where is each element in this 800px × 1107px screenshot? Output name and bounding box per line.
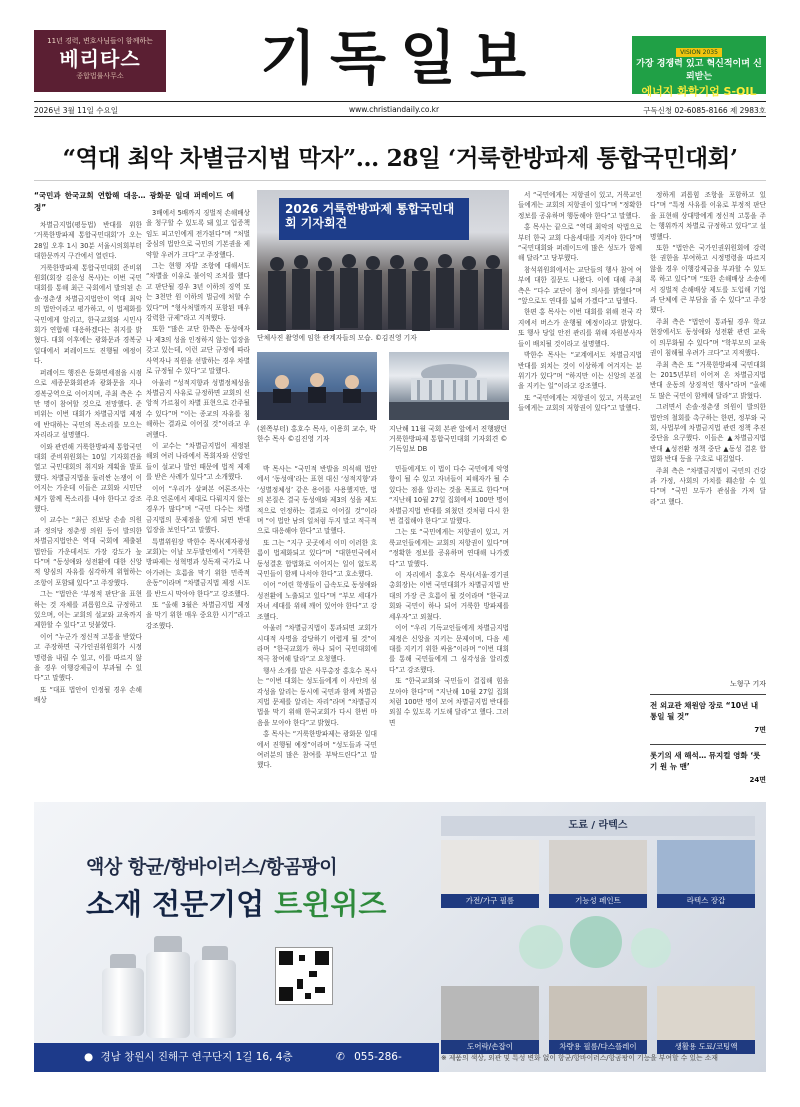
article-paragraph: 민들에게도 이 법이 다수 국민에게 악영향이 될 수 있고 자녀들이 피해자가 될 수 있다는 점을 알리는 것을 목표로 한다”며 “지난해 10월 27일 집회에서 100만 명이 차별금지법 반대를 외쳤던 것처럼 다시 한 번 결집해야 한다”고 말했다. bbox=[389, 465, 509, 526]
article-column-4 bbox=[389, 464, 509, 788]
map-pin-icon: ● bbox=[84, 1051, 94, 1063]
ad-address: 경남 창원시 진해구 연구단지 1길 16, 4층 bbox=[100, 1051, 293, 1063]
ad-soil-tagline: 가장 경쟁력 있고 혁신적이며 신뢰받는 bbox=[636, 59, 762, 82]
headline-rule bbox=[34, 180, 766, 181]
article-paragraph: 행사 소개를 맡은 사무총장 홍호수 목사는 “이번 대회는 성도들에게 이 사안의 심각성을 알리는 동시에 국민과 함께 차별금지법 문제를 알리는 자리”라며 “차별금지법을 막기 위해 한국교회가 다시 한번 마음을 모아야 한다”고 밝혔다. bbox=[257, 666, 377, 727]
article-paragraph: 차별금지법(평등법) 반대를 위한 ‘거룩한방파제 통합국민대회’가 오는 28일 오후 1시 30분 서울시의회부터 대한문까지 구간에서 열린다. bbox=[34, 221, 142, 261]
speakers-figures bbox=[257, 352, 377, 420]
droplet-decoration bbox=[501, 912, 691, 982]
article-paragraph: 또한 “법안은 국가인권위원회에 강력한 권한을 부여하고 시정명령을 따르지 않을 경우 이행강제금을 부과할 수 있도록 하고 있다”며 “또한 손해배상 소송에서 징벌적 손해배상 제도를 도입해 기업과 단체에 큰 부담을 줄 수 있다”고 주장했다. bbox=[650, 244, 766, 315]
application-grid bbox=[441, 816, 755, 1066]
article-paragraph: 또 “올해 3월은 차별금지법 제정을 막기 위한 매우 중요한 시기”라고 강조했다. bbox=[146, 601, 250, 630]
group-photo[interactable] bbox=[257, 190, 509, 330]
article-paragraph: 또한 “많은 교단 한쪽은 동성애자나 제3의 성을 인정하지 않는 입장을 갖고 있는데, 이런 교단 규정에 따라 사역자나 직원을 선발하는 경우 차별로 규정될 수 있다”고 말했다. bbox=[146, 325, 250, 376]
article-paragraph: 이어 “우리가 살펴본 여론조사는 주요 언론에서 제대로 다뤄지지 않는 경우가 많다”며 “국민 다수는 차별금지법의 문제점을 알게 되면 반대 입장을 보인다”고 말했다. bbox=[146, 484, 250, 535]
bottle-image bbox=[194, 960, 236, 1038]
qr-code[interactable] bbox=[276, 948, 332, 1004]
article-paragraph: 특별위원장 박한수 목사(제자광성교회)는 이날 모두발언에서 “거룩한방파제는 성혁명과 성독재 국가로 나아가려는 흐름을 막기 위한 민족적 운동”이라며 “차별금지법 제정 시도를 반드시 막아야 한다”고 강조했다. bbox=[146, 537, 250, 598]
grid-item-label: 도어락/손잡이 bbox=[441, 1040, 539, 1054]
issue-date: 2026년 3월 11일 수요일 bbox=[34, 106, 119, 115]
article-paragraph: 참석위원회에서는 교단들의 행사 참여 여부에 대한 질문도 나왔다. 이에 대해 주최 측은 “다수 교단이 참여 의사를 밝혔다”며 “앞으로도 연대를 넓혀 가겠다”고 답했다. bbox=[518, 265, 642, 306]
photo2-caption: (왼쪽부터) 홍호수 목사, 이용희 교수, 박한수 목사 ©김진영 기자 bbox=[257, 425, 376, 443]
grid-item-label: 생활용 도료/코팅액 bbox=[657, 1040, 755, 1054]
article-paragraph: 또 그는 “지구 곳곳에서 이미 이러한 흐름이 법제화되고 있다”며 “대한민국에서 동성결혼 합법화로 이어지는 일이 없도록 국민들이 함께 나서야 한다”고 호소했다. bbox=[257, 538, 377, 579]
photo1-caption: 단체사진 촬영에 임한 관계자들의 모습. ©김진영 기자 bbox=[257, 334, 417, 342]
ad-soil[interactable] bbox=[632, 36, 766, 98]
bottle-cap bbox=[202, 946, 228, 960]
grid-item bbox=[441, 986, 539, 1054]
article-paragraph: 그러면서 손솔·정춘생 의원이 발의한 법안의 철회를 촉구하는 한편, 정부와 국회, 사법부에 차별금지법 관련 정책 추진 중단을 요구했다. 이들은 ▲차별금지법 반대 ▲성전환 정책 중단 ▲동성 결혼 합법화 반대 등을 구호로 내걸었다. bbox=[650, 403, 766, 464]
ad-veritas[interactable] bbox=[34, 30, 166, 92]
article-paragraph: 또 “국민에게는 저항권이 있고, 거룩교인들에게는 교회의 저항권이 있다”고 말했다. bbox=[518, 393, 642, 413]
article-paragraph: 이 교수는 “최근 진보당 손솔 의원과 정의당 정춘생 의원 등이 발의한 차별금지법안은 역대 국회에 제출된 법안들 가운데서도 가장 강도가 높다”며 “동성애와 성전환에 대한 신앙적 양심의 자유를 심각하게 위협하는 조항이 포함돼 있다”고 주장했다. bbox=[34, 516, 142, 587]
ad-soil-name: 에너지 화학기업 S-OIL bbox=[641, 85, 757, 98]
banner-text: 2026 거룩한방파제 통합국민대회 기자회견 bbox=[285, 202, 455, 230]
top-rule bbox=[34, 101, 766, 102]
press-conference-banner bbox=[279, 198, 469, 240]
bottle-image bbox=[102, 968, 144, 1036]
article-paragraph: 홍 목사는 “거룩한방파제는 광화문 일대에서 진행될 예정”이라며 “성도들과 국민 여러분의 많은 참여를 부탁드린다”고 말했다. bbox=[257, 730, 377, 770]
article-paragraph: 또 “대표 법안이 인정될 경우 손해배상 bbox=[34, 685, 142, 705]
grid-item bbox=[441, 840, 539, 908]
ad-veritas-sub: 종합법률사무소 bbox=[76, 72, 124, 80]
dateline bbox=[34, 103, 766, 117]
crowd-figures bbox=[257, 246, 509, 330]
sidebar-box-1-page: 7면 bbox=[754, 726, 766, 734]
byline: 노형구 기자 bbox=[729, 680, 766, 688]
article-paragraph: 박 목사는 “국민적 반발을 의식해 법안에서 ‘동성애’라는 표현 대신 ‘성적지향’과 ‘성별정체성’ 같은 용어를 사용했지만, 법의 본질은 결국 동성애와 제3의 성을 제도적으로 인정하는 결과로 이어질 것”이라며 “이 법안 남의 일처럼 두지 말고 적극적으로 대응해야 한다”고 말했다. bbox=[257, 465, 378, 536]
article-paragraph: 또 “한국교회와 국민들이 결집해 힘을 모아야 한다”며 “지난해 10월 27일 집회처럼 100만 명이 모여 차별금지법 반대를 외칠 수 있도록 기도해 달라”고 했다. 그러면 bbox=[389, 677, 510, 727]
grid-item-label: 라텍스 장갑 bbox=[657, 894, 755, 908]
ad-phone[interactable]: 055-286-9004 bbox=[84, 1051, 402, 1092]
article-paragraph: 서 “국민에게는 저항권이 있고, 거룩교인들에게는 교회의 저항권이 있다”며 “정확한 정보를 공유하며 행동해야 한다”고 말했다. bbox=[518, 191, 642, 220]
ad-veritas-tagline: 11년 경력, 변호사님들이 함께하는 bbox=[47, 37, 153, 45]
grid-item bbox=[549, 986, 647, 1054]
grid-item-label: 기능성 페인트 bbox=[549, 894, 647, 908]
ad-contact-bar bbox=[34, 1043, 439, 1092]
article-paragraph: 홍 목사는 끝으로 “역대 최악의 악법으로부터 한국 교회 다음세대를 지켜야 한다”며 “국민대회와 퍼레이드에 많은 성도가 함께해 달라”고 당부했다. bbox=[518, 223, 642, 263]
subscription-info: 구독신청 02-6085-8166 제 2983호 bbox=[643, 106, 766, 115]
grid-item-label: 가전/가구 필름 bbox=[441, 894, 539, 908]
main-headline[interactable]: “역대 최악 차별금지법 막자”… 28일 ‘거룩한방파제 통합국민대회’ bbox=[62, 144, 738, 172]
sidebar-box-1-text: 전 외교관 채원암 장로 “10년 내 통일 될 것” bbox=[650, 701, 759, 721]
ad-brand: 트윈위즈 bbox=[274, 887, 387, 921]
ad-veritas-name: 베리타스 bbox=[59, 47, 141, 71]
article-column-3 bbox=[257, 464, 377, 788]
article-paragraph: 이어 “어린 학생들이 급속도로 동성애와 성전환에 노출되고 있다”며 “부모 세대가 자녀 세대를 위해 깨어 있어야 한다”고 강조했다. bbox=[257, 581, 377, 621]
article-paragraph: 주최 측은 또 “거룩한방파제 국민대회는 2015년부터 이어져 온 차별금지법 반대 운동의 상징적인 행사”라며 “올해도 많은 국민이 함께해 달라”고 밝혔다. bbox=[650, 360, 766, 400]
article-paragraph: 이 자리에서 홍호수 목사(서울·경기권 총회장)는 이번 국민대회가 차별금지법 반대의 가장 큰 흐름이 될 것이라며 “한국교회와 국민이 하나 되어 거룩한 방파제를 세우자”고 외쳤다. bbox=[389, 571, 509, 621]
article-paragraph: 이어 “누군가 정신적 고통을 받았다고 주장하면 국가인권위원회가 시정명령을 내릴 수 있고, 이를 따르지 않을 경우 이행강제금이 부과될 수 있다”고 말했다. bbox=[34, 632, 142, 683]
sidebar-box-2-page: 24면 bbox=[749, 776, 766, 784]
article-paragraph: 거룩한방파제 통합국민대회 준비위원회(회장 김운성 목사)는 이번 국민대회를 통해 최근 국회에서 발의된 손솔·정춘생 차별금지법안이 역대 최악의 법안이라고 평가하고, 이 법제화를 국민에게 알리고, 한국교회와 시민사회가 연합해 대응하겠다는 취지를 밝혔다. 대회 이후에는 광화문과 경복궁 일대에서 퍼레이드도 진행될 예정이다. bbox=[34, 263, 142, 366]
bottle-image bbox=[146, 952, 190, 1038]
grid-item bbox=[657, 986, 755, 1054]
photo3-caption: 지난해 11월 국회 본관 앞에서 진행됐던 거룩한방파제 통합국민대회 기자회견 ©기독일보 DB bbox=[389, 425, 508, 453]
grid-item-label: 차량용 필름/다스플레이 bbox=[549, 1040, 647, 1054]
ad-line2a: 소재 전문기업 bbox=[86, 887, 265, 921]
speakers-photo[interactable] bbox=[257, 352, 377, 420]
sidebar-box-2[interactable] bbox=[650, 744, 766, 786]
phone-icon: ✆ bbox=[335, 1051, 345, 1063]
article-paragraph: 그는 현행 자발 조항에 대해서도 “차별을 이유로 불이익 조치를 했다고 판단될 경우 3년 이하의 징역 또는 3천만 원 이하의 벌금에 처할 수 있다”며 “형사처벌까지 포함된 매우 강력한 규제”라고 지적했다. bbox=[146, 262, 250, 323]
article-paragraph: 3배에서 5배까지 징벌적 손해배상을 청구할 수 있도록 돼 있고 입증책임도 피고인에게 전가된다”며 “처벌 중심의 법안으로 국민의 기본권을 제약할 우려가 크다”고 주장했다. bbox=[146, 209, 250, 259]
ad-line1: 액상 항균/항바이러스/항곰팡이 bbox=[86, 856, 338, 878]
article-paragraph: 박한수 목사는 “교계에서도 차별금지법 반대를 외치는 것이 이상하게 여겨지는 분위기가 있다”며 “하지만 이는 신앙의 본질을 지키는 일”이라고 강조했다. bbox=[518, 351, 642, 391]
bottle-cap bbox=[110, 954, 136, 968]
site-url[interactable]: www.christiandaily.co.kr bbox=[349, 105, 440, 114]
newspaper-title[interactable]: 기독일보 bbox=[259, 24, 541, 92]
article-column-5 bbox=[518, 190, 642, 788]
assembly-building-photo[interactable] bbox=[389, 352, 509, 420]
article-paragraph: 아울러 “성적지향과 성별정체성을 차별금지 사유로 규정하면 교회의 신앙적 가르침이 차별 표현으로 간주될 수 있다”며 “이는 종교의 자유를 침해하는 결과로 이어질 것”이라고 우려했다. bbox=[146, 378, 250, 439]
sidebar-box-2-text: 롯기의 새 해석… 뮤지컬 영화 ‘룻기 원 뉴 맨’ bbox=[650, 751, 761, 771]
article-paragraph: 주최 측은 “법안이 통과될 경우 학교 현장에서도 동성애와 성전환 관련 교육이 의무화될 수 있다”며 “학부모의 교육권이 침해될 우려가 크다”고 지적했다. bbox=[650, 317, 766, 358]
article-column-2 bbox=[146, 208, 250, 788]
article-paragraph: 퍼레이드 행진은 동화면세점을 시점으로 세종문화회관과 광화문을 지나 경복궁역으로 이어지며, 주최 측은 수만 명이 참여할 것으로 전망했다. 준비위는 이번 대회가 차별금지법 제정에 반대하는 국민의 목소리를 모으는 자리라고 설명했다. bbox=[34, 368, 142, 440]
article-paragraph: 이어 “우리 기독교인들에게 차별금지법 제정은 신앙을 지키는 문제이며, 다음 세대를 지키기 위한 싸움”이라며 “이번 대회를 통해 국민들에게 그 심각성을 알리겠다”고 강조했다. bbox=[389, 624, 509, 674]
ad-note: ※ 제품의 색상, 외관 및 특성 변화 없이 항균/항바이러스/항곰팡이 기능을 부여할 수 있는 소재 bbox=[441, 1054, 718, 1062]
article-paragraph: 아울러 “차별금지법이 통과되면 교회가 시대적 사명을 감당하기 어렵게 될 것”이라며 “한국교회가 하나 되어 국민대회에 적극 참여해 달라”고 요청했다. bbox=[257, 624, 377, 664]
assembly-building bbox=[389, 352, 509, 420]
article-column-6 bbox=[650, 190, 766, 674]
article-paragraph: 그는 또 “국민에게는 저항권이 있고, 거룩교인들에게는 교회의 저항권이 있다”며 “정확한 정보를 공유하며 연대해 나가겠다”고 말했다. bbox=[389, 528, 509, 568]
grid-title: 도료 / 라텍스 bbox=[441, 816, 755, 836]
article-paragraph: 그는 “법안은 ‘부정적 판단’을 표현하는 것 자체를 괴롭힘으로 규정하고 있으며, 이는 교회의 설교와 교육까지 제한할 수 있다”고 덧붙였다. bbox=[34, 590, 142, 630]
article-subheading: “국민과 한국교회 연합해 대응… 광화문 일대 퍼레이드 예정” bbox=[34, 191, 234, 212]
ad-line2 bbox=[86, 882, 386, 923]
article-paragraph: 주최 측은 “차별금지법이 국민의 건강과 가정, 사회의 가치를 훼손할 수 있다”며 “국민 모두가 관심을 가져 달라”고 했다. bbox=[650, 466, 766, 506]
grid-item bbox=[549, 840, 647, 908]
article-paragraph: 정하게 괴롭힘 조항을 포함하고 있다”며 “특정 사유를 이유로 부정적 판단을 표현해 상대방에게 정신적 고통을 주는 행위까지 차별로 규정하고 있다”고 설명했다. bbox=[650, 191, 766, 241]
bottle-cap bbox=[154, 936, 182, 952]
article-paragraph: 이 교수는 “차별금지법이 제정된 해외 여러 나라에서 목회자와 신앙인들이 설교나 발언 때문에 법적 제재를 받은 사례가 있다”고 소개했다. bbox=[146, 441, 250, 482]
twinwiz-ad[interactable] bbox=[34, 802, 766, 1092]
article-paragraph: 이와 관련해 거룩한방파제 통합국민대회 준비위원회는 10일 기자회견을 열고 국민대회의 취지와 계획을 발표했다. 차별금지법을 둘러싼 논쟁이 이어지는 가운데 이들은 교회와 시민단체가 함께 목소리를 내야 한다고 강조했다. bbox=[34, 442, 142, 513]
sidebar-box-1[interactable] bbox=[650, 694, 766, 736]
grid-item bbox=[657, 840, 755, 908]
article-paragraph: 한편 홍 목사는 이번 대회를 위해 전국 각지에서 버스가 운행될 예정이라고 밝혔다. 또 행사 당일 안전 관리를 위해 자원봉사자들이 배치될 것이라고 설명했다. bbox=[518, 308, 642, 348]
ad-soil-badge: VISION 2035 bbox=[676, 48, 722, 57]
